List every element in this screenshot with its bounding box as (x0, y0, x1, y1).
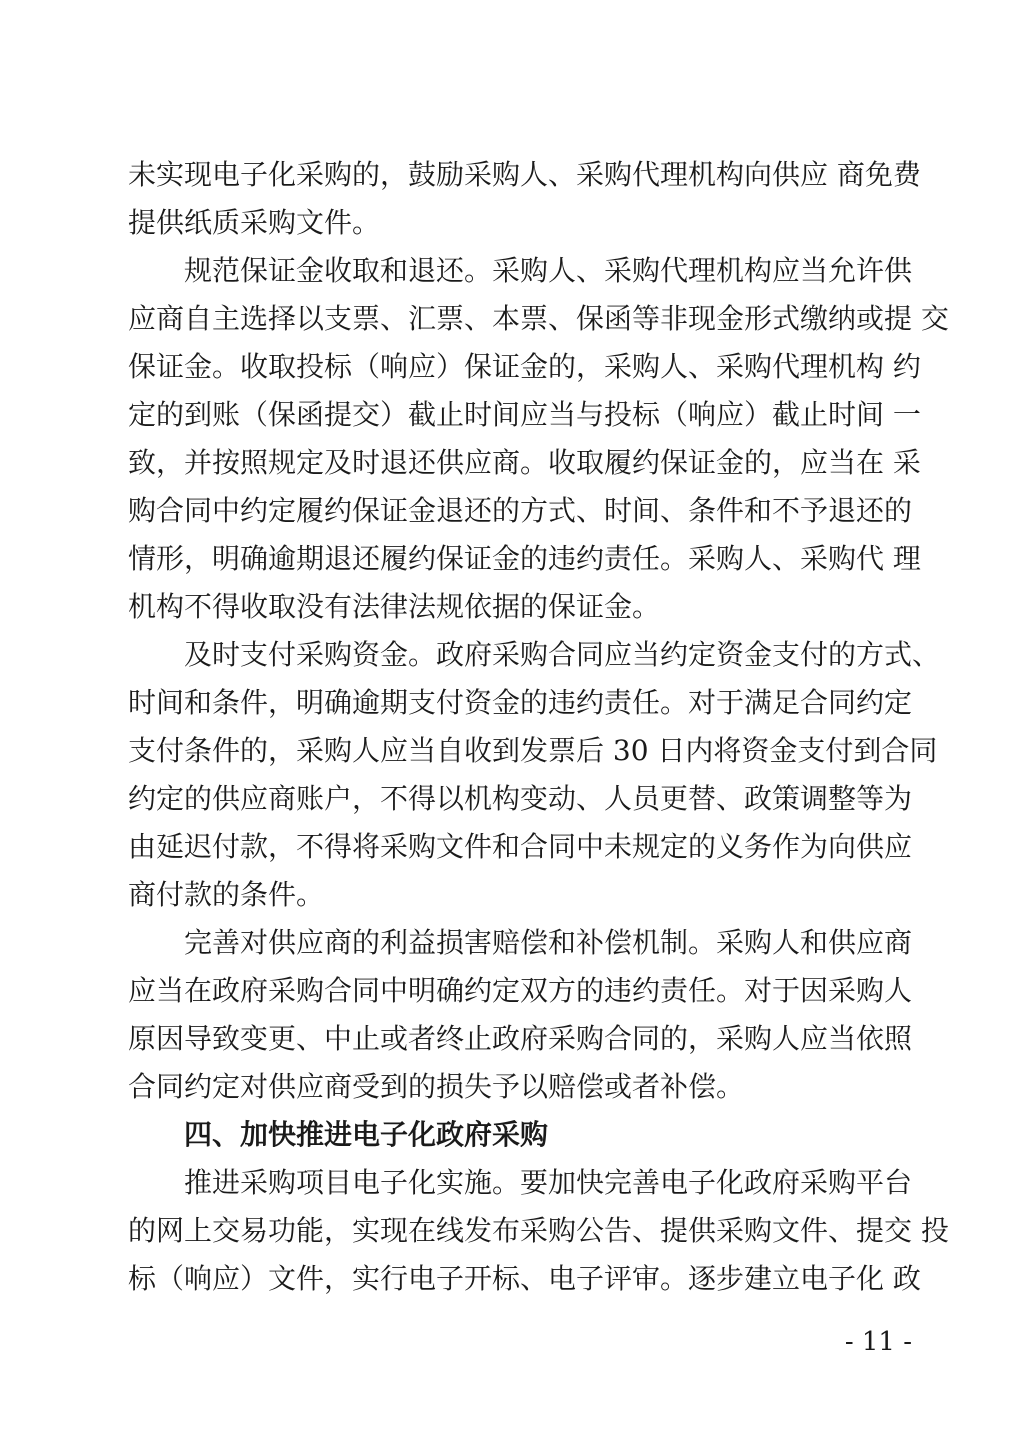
text-line-10: 机构不得收取没有法律法规依据的保证金。 (128, 590, 661, 623)
section-heading: 四、加快推进电子化政府采购 (184, 1118, 549, 1151)
text-line-13: 支付条件的，采购人应当自收到发票后 30 日内将资金支付到合同 (128, 734, 938, 767)
text-line-16: 商付款的条件。 (128, 878, 325, 911)
text-line-5: 保证金。收取投标（响应）保证金的，采购人、采购代理机构 约 (128, 350, 921, 383)
text-line-7: 致，并按照规定及时退还供应商。收取履约保证金的，应当在 采 (128, 446, 921, 479)
text-line-19: 原因导致变更、中止或者终止政府采购合同的，采购人应当依照 (128, 1022, 913, 1055)
text-line-12: 时间和条件，明确逾期支付资金的违约责任。对于满足合同约定 (128, 686, 913, 719)
text-line-9: 情形，明确逾期退还履约保证金的违约责任。采购人、采购代 理 (128, 542, 921, 575)
page-number: - 11 - (844, 1327, 912, 1357)
text-line-2: 提供纸质采购文件。 (128, 206, 381, 239)
text-line-14: 约定的供应商账户，不得以机构变动、人员更替、政策调整等为 (128, 782, 913, 815)
text-line-11: 及时支付采购资金。政府采购合同应当约定资金支付的方式、 (184, 638, 941, 671)
text-line-3: 规范保证金收取和退还。采购人、采购代理机构应当允许供 (184, 254, 913, 287)
text-line-18: 应当在政府采购合同中明确约定双方的违约责任。对于因采购人 (128, 974, 913, 1007)
text-line-15: 由延迟付款，不得将采购文件和合同中未规定的义务作为向供应 (128, 830, 913, 863)
text-line-24: 标（响应）文件，实行电子开标、电子评审。逐步建立电子化 政 (128, 1262, 921, 1295)
text-line-20: 合同约定对供应商受到的损失予以赔偿或者补偿。 (128, 1070, 745, 1103)
text-line-8: 购合同中约定履约保证金退还的方式、时间、条件和不予退还的 (128, 494, 913, 527)
text-line-22: 推进采购项目电子化实施。要加快完善电子化政府采购平台 (184, 1166, 913, 1199)
text-line-4: 应商自主选择以支票、汇票、本票、保函等非现金形式缴纳或提 交 (128, 302, 949, 335)
text-line-23: 的网上交易功能，实现在线发布采购公告、提供采购文件、提交 投 (128, 1214, 949, 1247)
text-line-6: 定的到账（保函提交）截止时间应当与投标（响应）截止时间 一 (128, 398, 921, 431)
text-line-1: 未实现电子化采购的，鼓励采购人、采购代理机构向供应 商免费 (128, 158, 921, 191)
text-line-17: 完善对供应商的利益损害赔偿和补偿机制。采购人和供应商 (184, 926, 913, 959)
